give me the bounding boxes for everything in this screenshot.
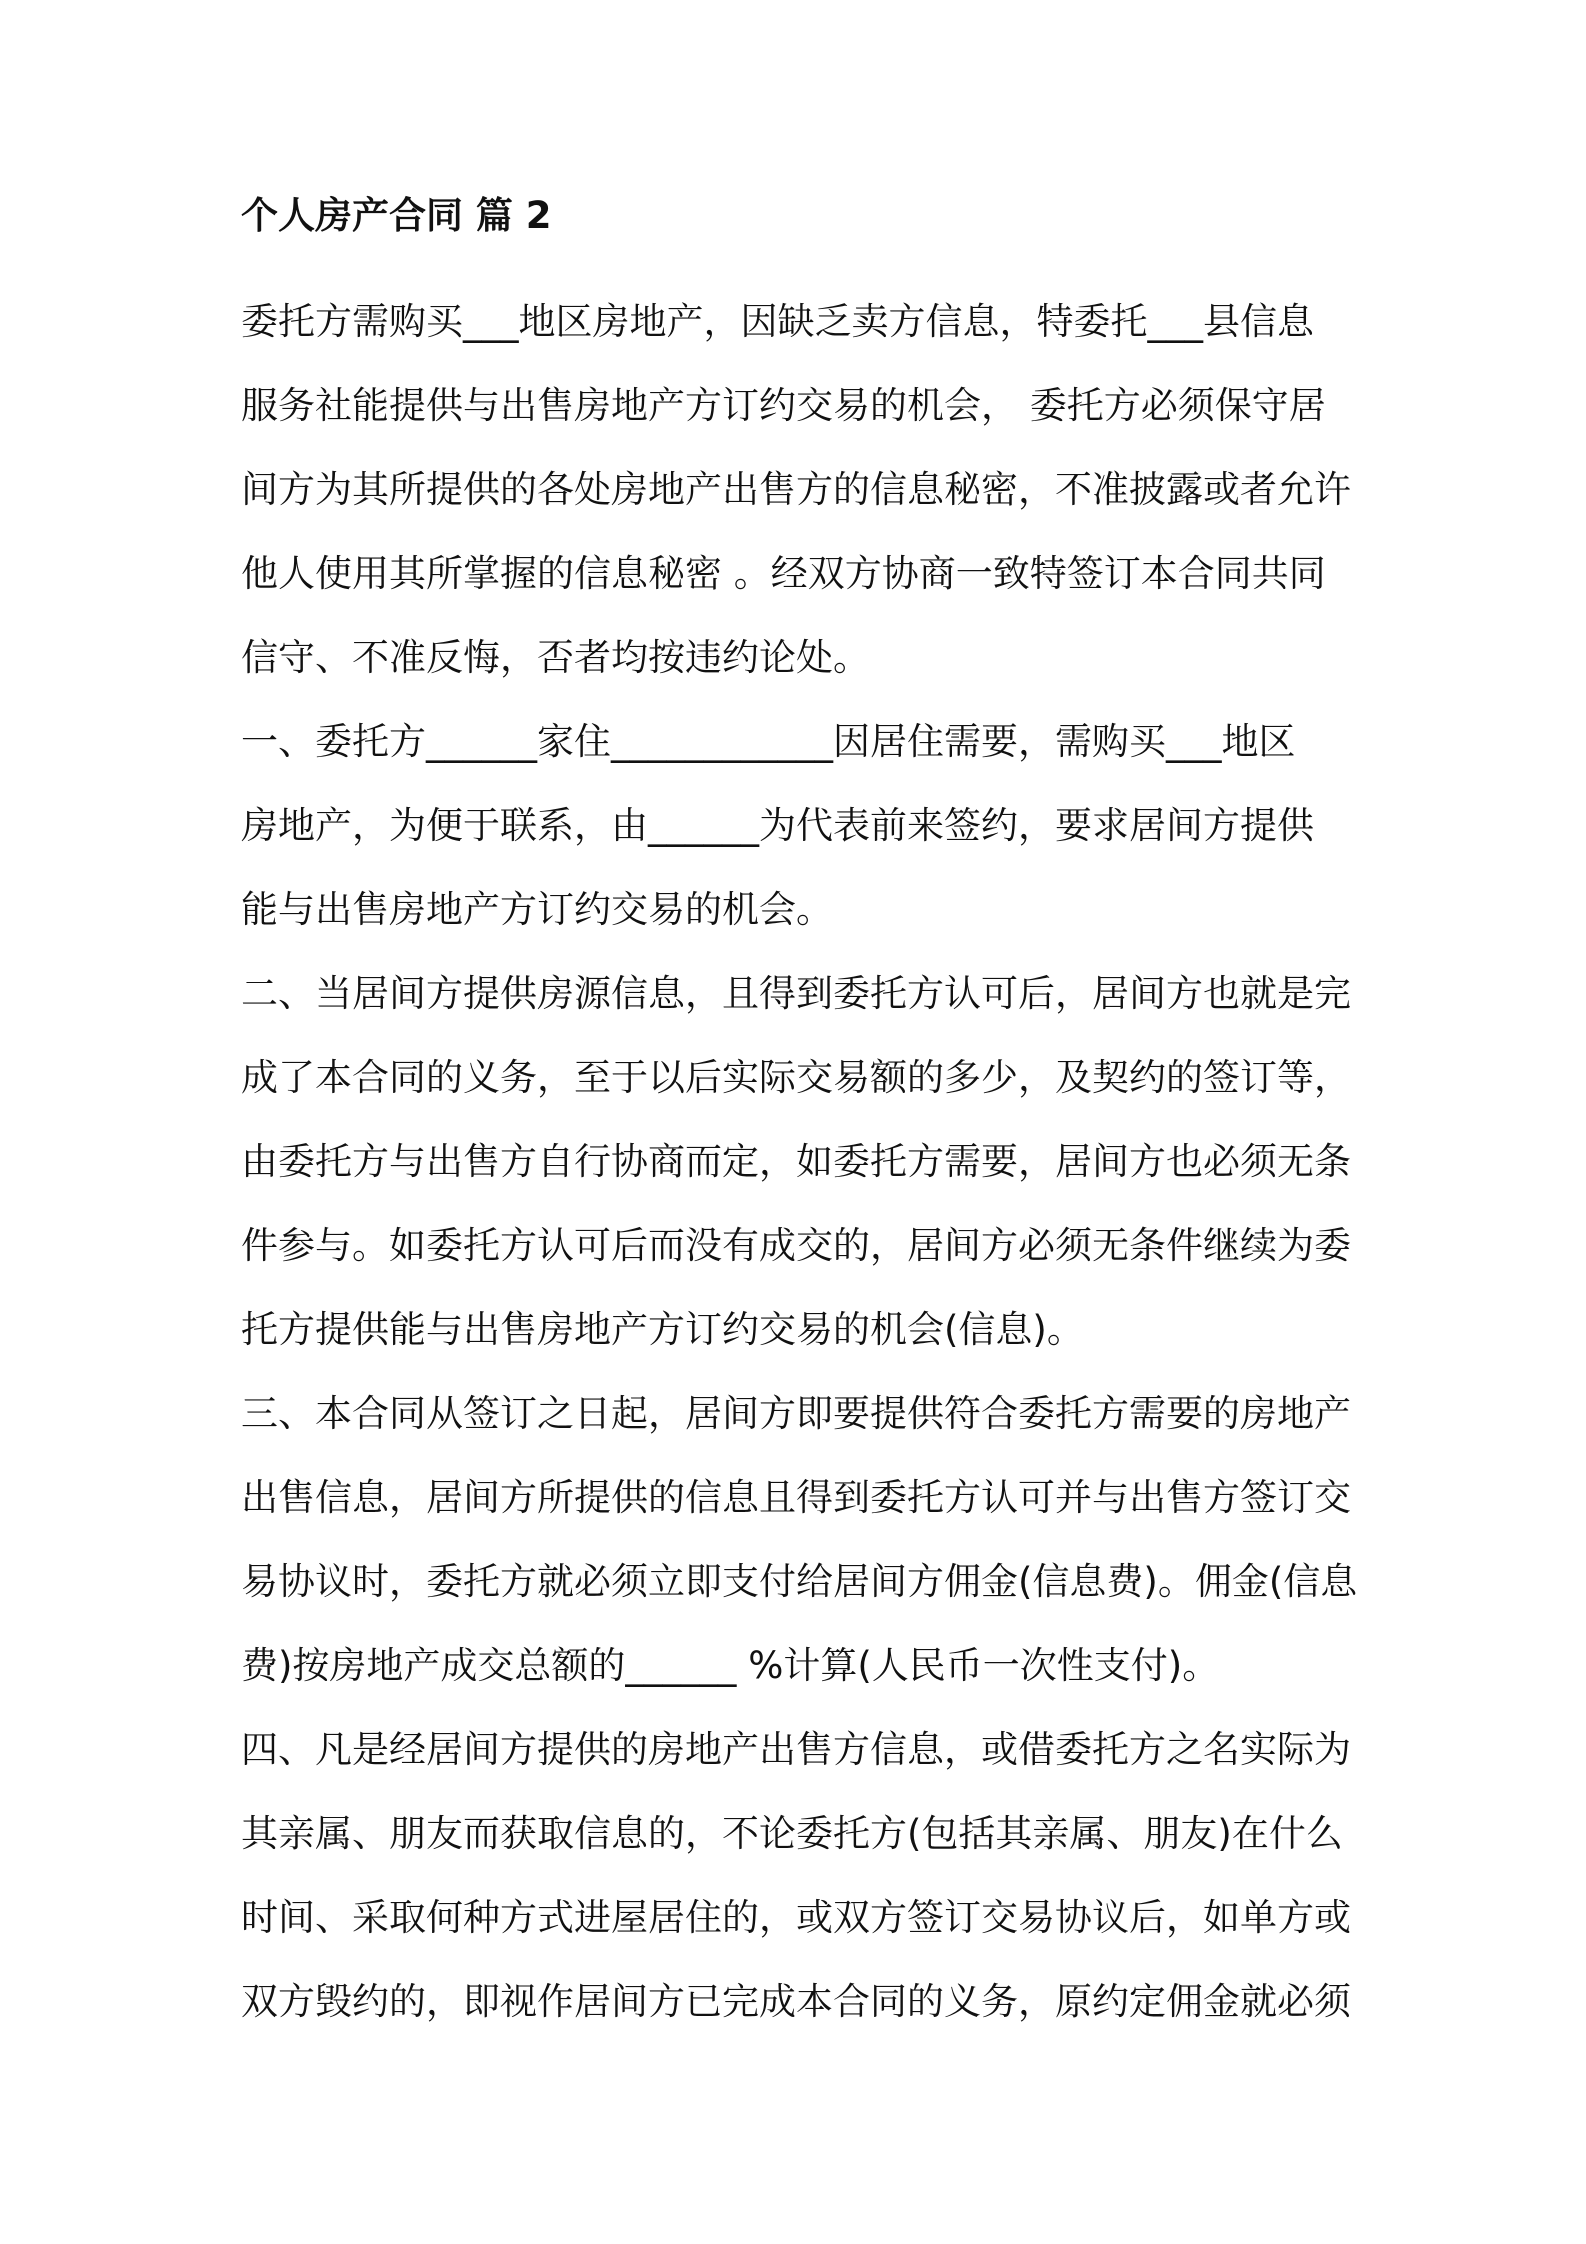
paragraph-clause-4 — [241, 1708, 1361, 2044]
text-line: 由委托方与出售方自行协商而定，如委托方需要，居间方也必须无条 — [241, 1140, 1351, 1183]
document-body — [241, 195, 1361, 2044]
text-line: 三、本合同从签订之日起，居间方即要提供符合委托方需要的房地产 — [241, 1392, 1351, 1435]
text-line: 费)按房地产成交总额的______ %计算(人民币一次性支付)。 — [241, 1644, 1220, 1687]
text-line: 时间、采取何种方式进屋居住的，或双方签订交易协议后，如单方或 — [241, 1896, 1351, 1939]
document-title: 个人房产合同 篇 2 — [241, 194, 552, 237]
paragraph-preamble — [241, 280, 1361, 700]
paragraph-clause-2 — [241, 952, 1361, 1372]
text-line: 双方毁约的，即视作居间方已完成本合同的义务，原约定佣金就必须 — [241, 1980, 1351, 2023]
text-line: 托方提供能与出售房地产方订约交易的机会(信息)。 — [241, 1308, 1084, 1351]
text-line: 件参与。如委托方认可后而没有成交的，居间方必须无条件继续为委 — [241, 1224, 1351, 1267]
text-line: 四、凡是经居间方提供的房地产出售方信息，或借委托方之名实际为 — [241, 1728, 1351, 1771]
text-line: 成了本合同的义务，至于以后实际交易额的多少，及契约的签订等， — [241, 1056, 1351, 1099]
text-line: 其亲属、朋友而获取信息的，不论委托方(包括其亲属、朋友)在什么 — [241, 1812, 1343, 1855]
text-line: 间方为其所提供的各处房地产出售方的信息秘密，不准披露或者允许 — [241, 468, 1351, 511]
text-line: 信守、不准反悔，否者均按违约论处。 — [241, 636, 870, 679]
text-line: 他人使用其所掌握的信息秘密 。经双方协商一致特签订本合同共同 — [241, 552, 1326, 595]
text-line: 易协议时，委托方就必须立即支付给居间方佣金(信息费)。佣金(信息 — [241, 1560, 1358, 1603]
paragraph-clause-1 — [241, 700, 1361, 952]
text-line: 房地产，为便于联系，由______为代表前来签约，要求居间方提供 — [241, 804, 1314, 847]
text-line: 二、当居间方提供房源信息，且得到委托方认可后，居间方也就是完 — [241, 972, 1351, 1015]
text-line: 委托方需购买___地区房地产，因缺乏卖方信息，特委托___县信息 — [241, 300, 1314, 343]
text-line: 出售信息，居间方所提供的信息且得到委托方认可并与出售方签订交 — [241, 1476, 1351, 1519]
text-line: 服务社能提供与出售房地产方订约交易的机会， 委托方必须保守居 — [241, 384, 1326, 427]
text-line: 能与出售房地产方订约交易的机会。 — [241, 888, 833, 931]
text-line: 一、委托方______家住____________因居住需要，需购买___地区 — [241, 720, 1296, 763]
paragraph-clause-3 — [241, 1372, 1361, 1708]
